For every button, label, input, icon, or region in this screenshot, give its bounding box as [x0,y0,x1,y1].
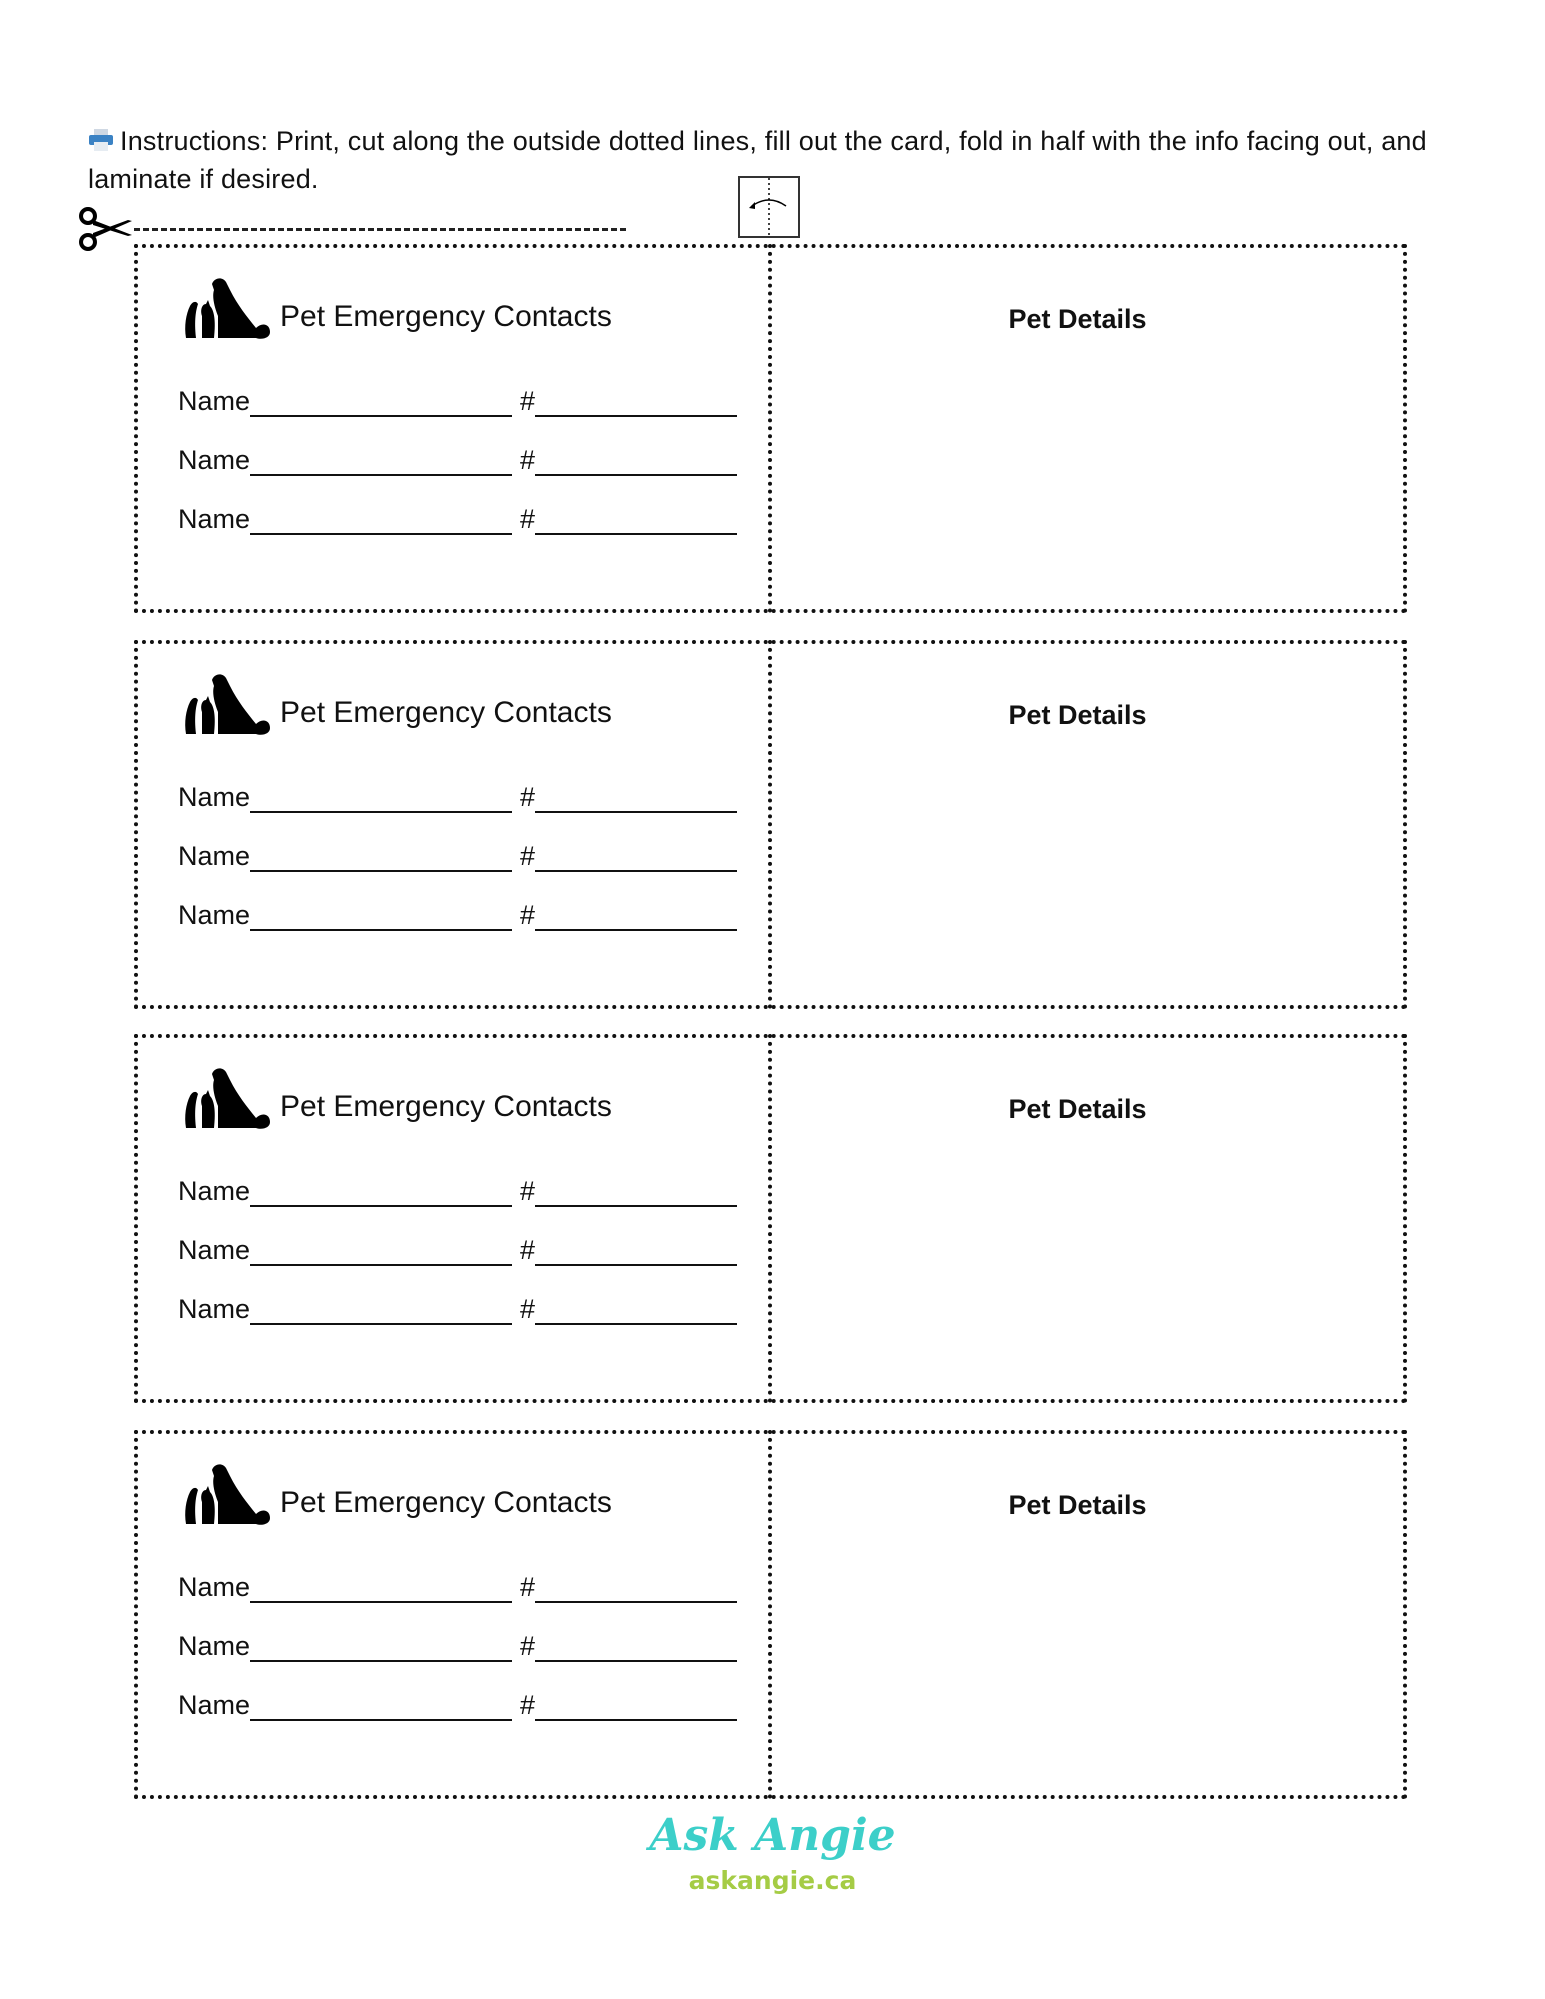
emergency-card [134,640,1407,1009]
fold-line [768,1034,772,1403]
name-field[interactable] [250,393,512,417]
emergency-card [134,244,1407,613]
phone-field[interactable] [535,848,737,872]
pet-details-title: Pet Details [1008,304,1147,334]
name-field[interactable] [250,1579,512,1603]
phone-label: # [520,1176,536,1206]
contact-row [178,504,737,535]
name-label: Name [178,1572,251,1602]
contact-row [178,1294,737,1325]
pets-silhouette-icon [178,1462,274,1526]
contact-row [178,900,737,931]
contact-row [178,1176,737,1207]
phone-label: # [520,841,536,871]
name-label: Name [178,386,251,416]
name-label: Name [178,841,251,871]
printer-icon [88,128,114,152]
phone-label: # [520,1631,536,1661]
name-label: Name [178,504,251,534]
emergency-card [134,1034,1407,1403]
fold-icon [738,176,800,238]
name-label: Name [178,1176,251,1206]
instructions-text: Instructions: Print, cut along the outside dotted lines, fill out the card, fold in half with the info facing out, and laminate if desired. [88,126,1427,194]
fold-line [768,244,772,613]
contact-row [178,1631,737,1662]
phone-label: # [520,504,536,534]
phone-label: # [520,386,536,416]
name-field[interactable] [250,789,512,813]
name-label: Name [178,782,251,812]
phone-label: # [520,1294,536,1324]
phone-field[interactable] [535,452,737,476]
name-field[interactable] [250,907,512,931]
pet-details-title: Pet Details [1008,1490,1147,1520]
name-label: Name [178,445,251,475]
contact-row [178,1572,737,1603]
phone-label: # [520,1572,536,1602]
contact-row [178,1235,737,1266]
pets-silhouette-icon [178,276,274,340]
fold-line [768,640,772,1009]
phone-field[interactable] [535,789,737,813]
card-title: Pet Emergency Contacts [280,1090,612,1123]
contact-row [178,1690,737,1721]
name-field[interactable] [250,511,512,535]
cut-line [134,228,626,231]
name-label: Name [178,1235,251,1265]
name-field[interactable] [250,1638,512,1662]
phone-label: # [520,900,536,930]
name-field[interactable] [250,1183,512,1207]
phone-field[interactable] [535,1579,737,1603]
emergency-card [134,1430,1407,1799]
phone-field[interactable] [535,511,737,535]
name-field[interactable] [250,452,512,476]
name-label: Name [178,900,251,930]
contact-row [178,386,737,417]
brand-url: askangie.ca [688,1866,857,1895]
name-field[interactable] [250,1301,512,1325]
pet-details-title: Pet Details [1008,700,1147,730]
scissors-icon [78,205,134,253]
card-title: Pet Emergency Contacts [280,300,612,333]
name-field[interactable] [250,1697,512,1721]
phone-label: # [520,782,536,812]
phone-field[interactable] [535,1697,737,1721]
phone-field[interactable] [535,907,737,931]
name-label: Name [178,1690,251,1720]
contact-row [178,782,737,813]
pets-silhouette-icon [178,672,274,736]
name-field[interactable] [250,848,512,872]
name-label: Name [178,1631,251,1661]
contact-row [178,841,737,872]
contact-row [178,445,737,476]
brand-logo: Ask Angie [649,1810,896,1861]
phone-label: # [520,1235,536,1265]
phone-field[interactable] [535,1301,737,1325]
phone-label: # [520,445,536,475]
fold-line [768,1430,772,1799]
card-title: Pet Emergency Contacts [280,1486,612,1519]
pets-silhouette-icon [178,1066,274,1130]
phone-field[interactable] [535,1638,737,1662]
phone-field[interactable] [535,1183,737,1207]
name-label: Name [178,1294,251,1324]
name-field[interactable] [250,1242,512,1266]
phone-field[interactable] [535,1242,737,1266]
card-title: Pet Emergency Contacts [280,696,612,729]
pet-details-title: Pet Details [1008,1094,1147,1124]
phone-label: # [520,1690,536,1720]
phone-field[interactable] [535,393,737,417]
